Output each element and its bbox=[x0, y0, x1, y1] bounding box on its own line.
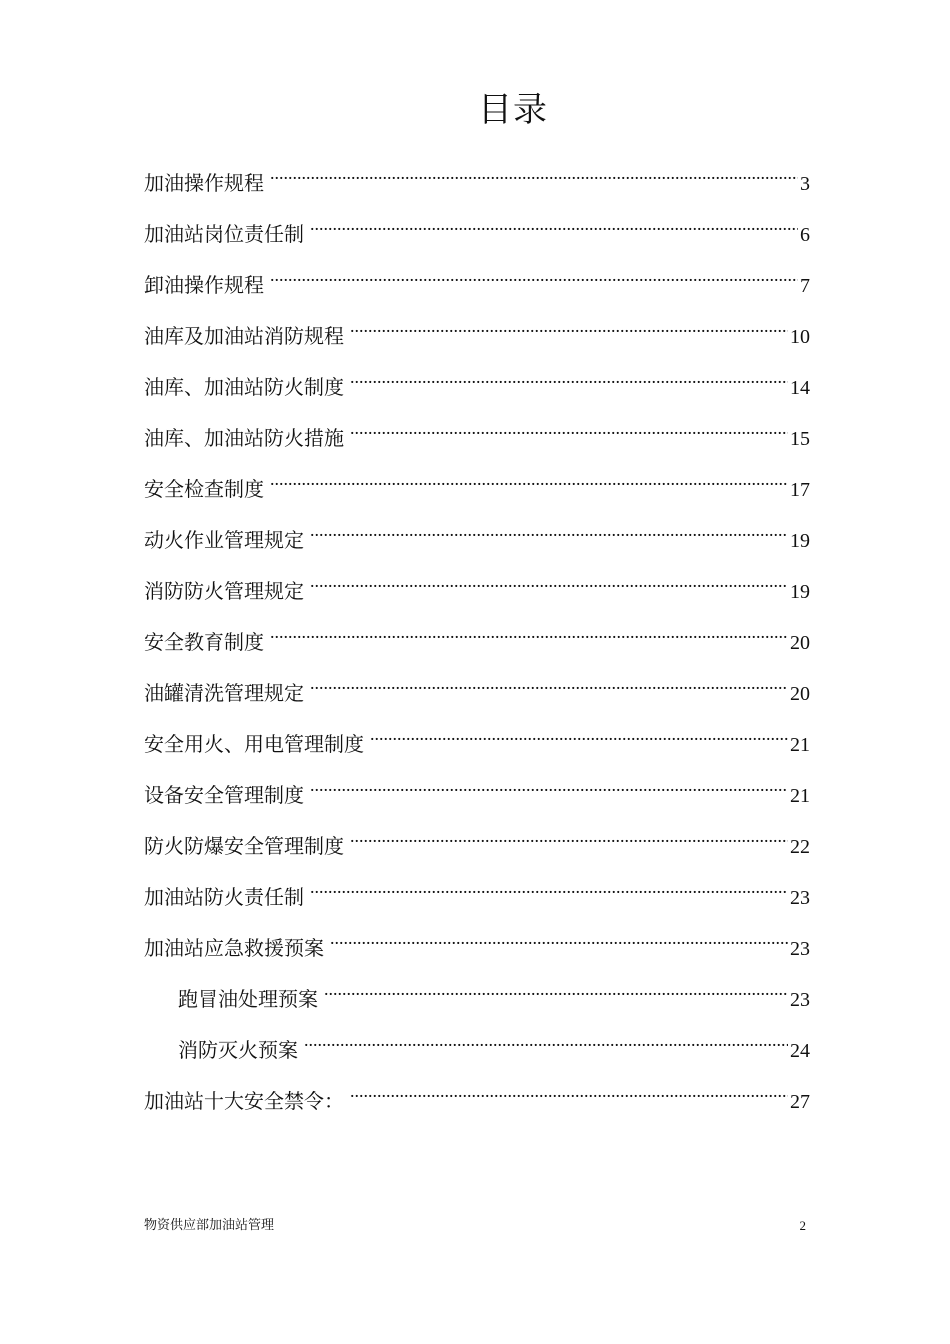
toc-entry[interactable] bbox=[144, 1023, 810, 1074]
toc-entry[interactable] bbox=[144, 462, 810, 513]
toc-entry-label: 油罐清洗管理规定 bbox=[144, 681, 304, 705]
toc-entry-page-number: 21 bbox=[790, 734, 810, 756]
toc-dot-leader bbox=[370, 717, 788, 751]
toc-entry[interactable] bbox=[144, 360, 810, 411]
toc-entry-label: 加油站岗位责任制 bbox=[144, 222, 304, 246]
toc-entry-label: 加油站十大安全禁令： bbox=[144, 1089, 344, 1113]
toc-dot-leader bbox=[310, 870, 788, 904]
toc-entry[interactable] bbox=[144, 513, 810, 564]
toc-entry-label: 卸油操作规程 bbox=[144, 273, 264, 297]
toc-entry[interactable] bbox=[144, 309, 810, 360]
toc-dot-leader bbox=[270, 462, 788, 496]
toc-entry-label: 安全教育制度 bbox=[144, 630, 264, 654]
toc-entry-page-number: 22 bbox=[790, 836, 810, 858]
toc-entry-page-number: 27 bbox=[790, 1091, 810, 1113]
toc-entry-page-number: 23 bbox=[790, 887, 810, 909]
toc-entry-page-number: 19 bbox=[790, 581, 810, 603]
toc-entry-page-number: 23 bbox=[790, 989, 810, 1011]
footer-document-name: 物资供应部加油站管理 bbox=[144, 1218, 275, 1233]
toc-entry[interactable] bbox=[144, 819, 810, 870]
toc-entry[interactable] bbox=[144, 768, 810, 819]
toc-entry-label: 油库、加油站防火制度 bbox=[144, 375, 344, 399]
page-title: 目录 bbox=[478, 90, 548, 130]
toc-dot-leader bbox=[350, 360, 788, 394]
toc-entry[interactable] bbox=[144, 972, 810, 1023]
toc-dot-leader bbox=[310, 768, 788, 802]
toc-entry-label: 安全检查制度 bbox=[144, 477, 264, 501]
toc-entry-label: 加油操作规程 bbox=[144, 171, 264, 195]
toc-dot-leader bbox=[310, 207, 798, 241]
toc-entry[interactable] bbox=[144, 564, 810, 615]
toc-dot-leader bbox=[310, 564, 788, 598]
toc-entry-label: 安全用火、用电管理制度 bbox=[144, 732, 364, 756]
toc-dot-leader bbox=[304, 1023, 788, 1057]
toc-dot-leader bbox=[350, 309, 788, 343]
toc-dot-leader bbox=[350, 819, 788, 853]
toc-dot-leader bbox=[310, 666, 788, 700]
toc-entry-page-number: 19 bbox=[790, 530, 810, 552]
toc-entry-label: 消防防火管理规定 bbox=[144, 579, 304, 603]
toc-entry[interactable] bbox=[144, 717, 810, 768]
toc-entry-label: 防火防爆安全管理制度 bbox=[144, 834, 344, 858]
toc-entry-page-number: 24 bbox=[790, 1040, 810, 1062]
footer-page-number: 2 bbox=[799, 1218, 806, 1233]
toc-entry-page-number: 3 bbox=[800, 173, 810, 195]
toc-entry-label: 跑冒油处理预案 bbox=[178, 987, 318, 1011]
toc-entry-page-number: 15 bbox=[790, 428, 810, 450]
toc-entry-page-number: 20 bbox=[790, 683, 810, 705]
toc-entry-label: 消防灭火预案 bbox=[178, 1038, 298, 1062]
toc-entry[interactable] bbox=[144, 258, 810, 309]
toc-entry-page-number: 20 bbox=[790, 632, 810, 654]
toc-entry-page-number: 6 bbox=[800, 224, 810, 246]
toc-entry-label: 油库及加油站消防规程 bbox=[144, 324, 344, 348]
toc-entry[interactable] bbox=[144, 921, 810, 972]
toc-entry-label: 动火作业管理规定 bbox=[144, 528, 304, 552]
toc-entry-page-number: 14 bbox=[790, 377, 810, 399]
toc-entry-page-number: 10 bbox=[790, 326, 810, 348]
toc-dot-leader bbox=[310, 513, 788, 547]
toc-entry-page-number: 7 bbox=[800, 275, 810, 297]
toc-dot-leader bbox=[270, 156, 798, 190]
toc-dot-leader bbox=[350, 411, 788, 445]
toc-dot-leader bbox=[330, 921, 788, 955]
toc-entry[interactable] bbox=[144, 615, 810, 666]
toc-dot-leader bbox=[270, 615, 788, 649]
toc-entry-label: 油库、加油站防火措施 bbox=[144, 426, 344, 450]
toc-entry-label: 加油站防火责任制 bbox=[144, 885, 304, 909]
toc-dot-leader bbox=[324, 972, 788, 1006]
page-footer bbox=[144, 1216, 810, 1236]
toc-entry[interactable] bbox=[144, 666, 810, 717]
toc-entry[interactable] bbox=[144, 1074, 810, 1125]
toc-entry-page-number: 17 bbox=[790, 479, 810, 501]
toc-dot-leader bbox=[350, 1074, 788, 1108]
toc-entry[interactable] bbox=[144, 156, 810, 207]
table-of-contents bbox=[144, 156, 810, 1125]
toc-dot-leader bbox=[270, 258, 798, 292]
toc-entry-page-number: 23 bbox=[790, 938, 810, 960]
toc-entry-label: 设备安全管理制度 bbox=[144, 783, 304, 807]
toc-entry[interactable] bbox=[144, 207, 810, 258]
toc-entry-label: 加油站应急救援预案 bbox=[144, 936, 324, 960]
toc-entry-page-number: 21 bbox=[790, 785, 810, 807]
toc-entry[interactable] bbox=[144, 870, 810, 921]
toc-entry[interactable] bbox=[144, 411, 810, 462]
